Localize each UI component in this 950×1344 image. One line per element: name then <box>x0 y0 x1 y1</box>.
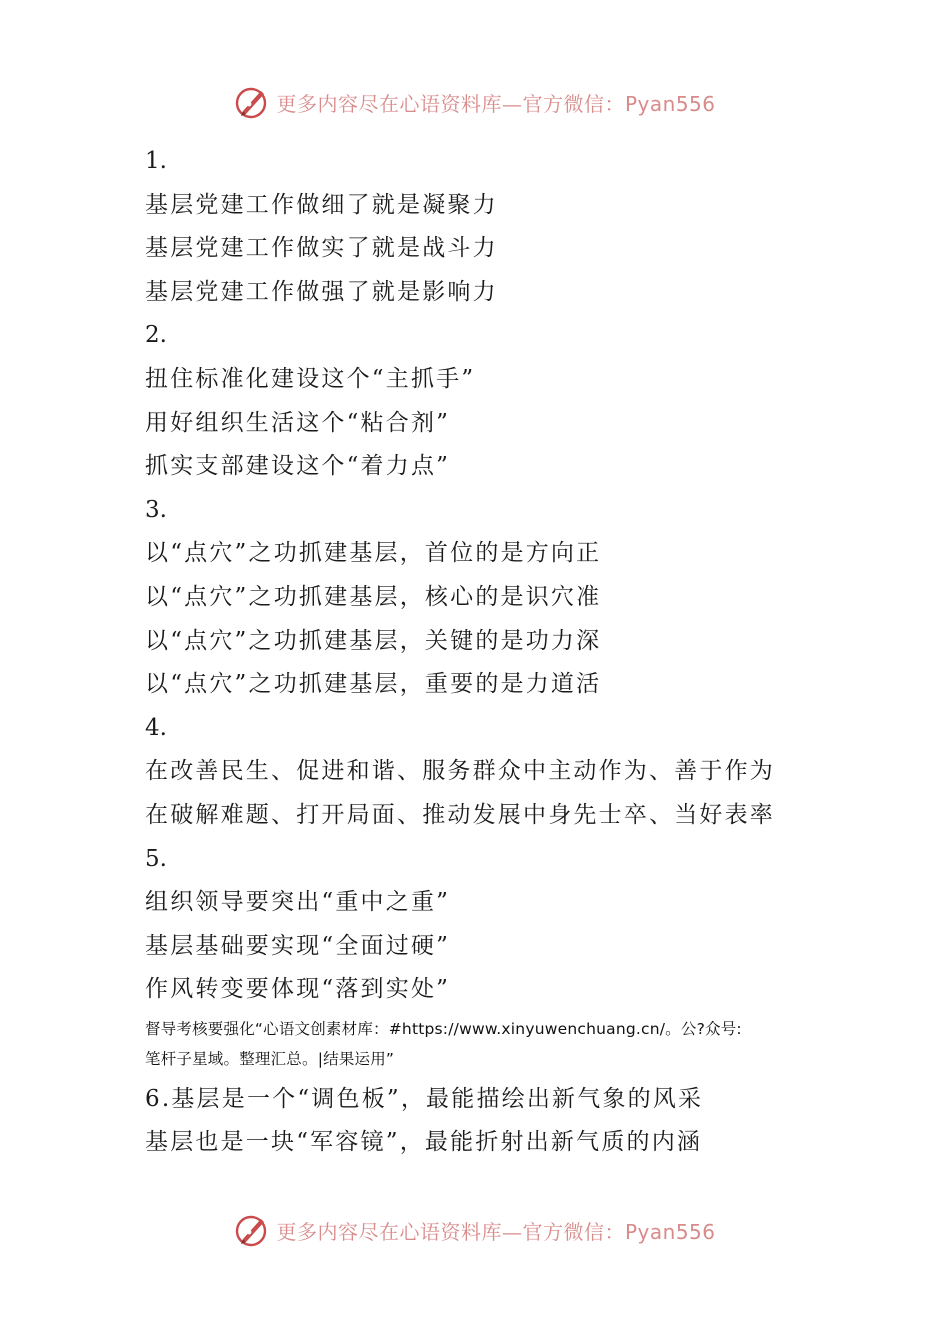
text-line: 基层也是一块“军容镜”，最能折射出新气质的内涵 <box>145 1129 703 1156</box>
inserted-promo-line-2: 笔杆子星域。整理汇总。|结果运用” <box>145 1049 395 1068</box>
banner-wechat-id: Pyan556 <box>624 1219 716 1244</box>
text-line: 在破解难题、打开局面、推动发展中身先士卒、当好表率 <box>145 801 775 828</box>
section-number: 4. <box>145 714 167 741</box>
banner-text <box>276 88 715 117</box>
section-number: 5. <box>145 845 167 872</box>
section-number: 2. <box>145 322 167 349</box>
pen-logo-icon <box>234 1212 270 1248</box>
text-line: 以“点穴”之功抓建基层，重要的是力道活 <box>145 671 602 698</box>
banner-text-cn: 更多内容尽在心语资料库—官方微信： <box>276 91 625 116</box>
document-body <box>145 140 845 1165</box>
text-line: 在改善民生、促进和谐、服务群众中主动作为、善于作为 <box>145 758 775 785</box>
content-lines-group <box>145 140 845 1012</box>
text-line: 基层党建工作做细了就是凝聚力 <box>145 191 498 218</box>
content-lines-group-after <box>145 1078 845 1165</box>
section-number: 1. <box>145 148 167 174</box>
banner-wechat-id: Pyan556 <box>624 91 716 116</box>
text-line: 组织领导要突出“重中之重” <box>145 889 451 916</box>
text-line: 基层党建工作做实了就是战斗力 <box>145 235 498 262</box>
pen-logo-icon <box>234 84 270 120</box>
text-line: 基层基础要实现“全面过硬” <box>145 932 451 959</box>
header-watermark-banner <box>0 82 950 122</box>
inserted-promo-text <box>145 1014 845 1074</box>
footer-watermark-banner <box>0 1210 950 1250</box>
section-number: 3. <box>145 496 167 523</box>
text-line: 6.基层是一个“调色板”，最能描绘出新气象的风采 <box>145 1085 704 1112</box>
text-line: 以“点穴”之功抓建基层，关键的是功力深 <box>145 627 602 654</box>
banner-text-cn: 更多内容尽在心语资料库—官方微信： <box>276 1219 625 1244</box>
text-line: 扭住标准化建设这个“主抓手” <box>145 365 476 392</box>
text-line: 作风转变要体现“落到实处” <box>145 976 451 1003</box>
text-line: 以“点穴”之功抓建基层，核心的是识穴准 <box>145 583 602 610</box>
banner-text <box>276 1216 715 1245</box>
text-line: 用好组织生活这个“粘合剂” <box>145 409 451 436</box>
text-line: 基层党建工作做强了就是影响力 <box>145 278 498 305</box>
inserted-promo-line-1: 督导考核要强化“心语文创素材库：#https://www.xinyuwenchuang.cn/。公?众号: <box>145 1019 742 1038</box>
text-line: 抓实支部建设这个“着力点” <box>145 453 451 480</box>
text-line: 以“点穴”之功抓建基层，首位的是方向正 <box>145 540 602 567</box>
